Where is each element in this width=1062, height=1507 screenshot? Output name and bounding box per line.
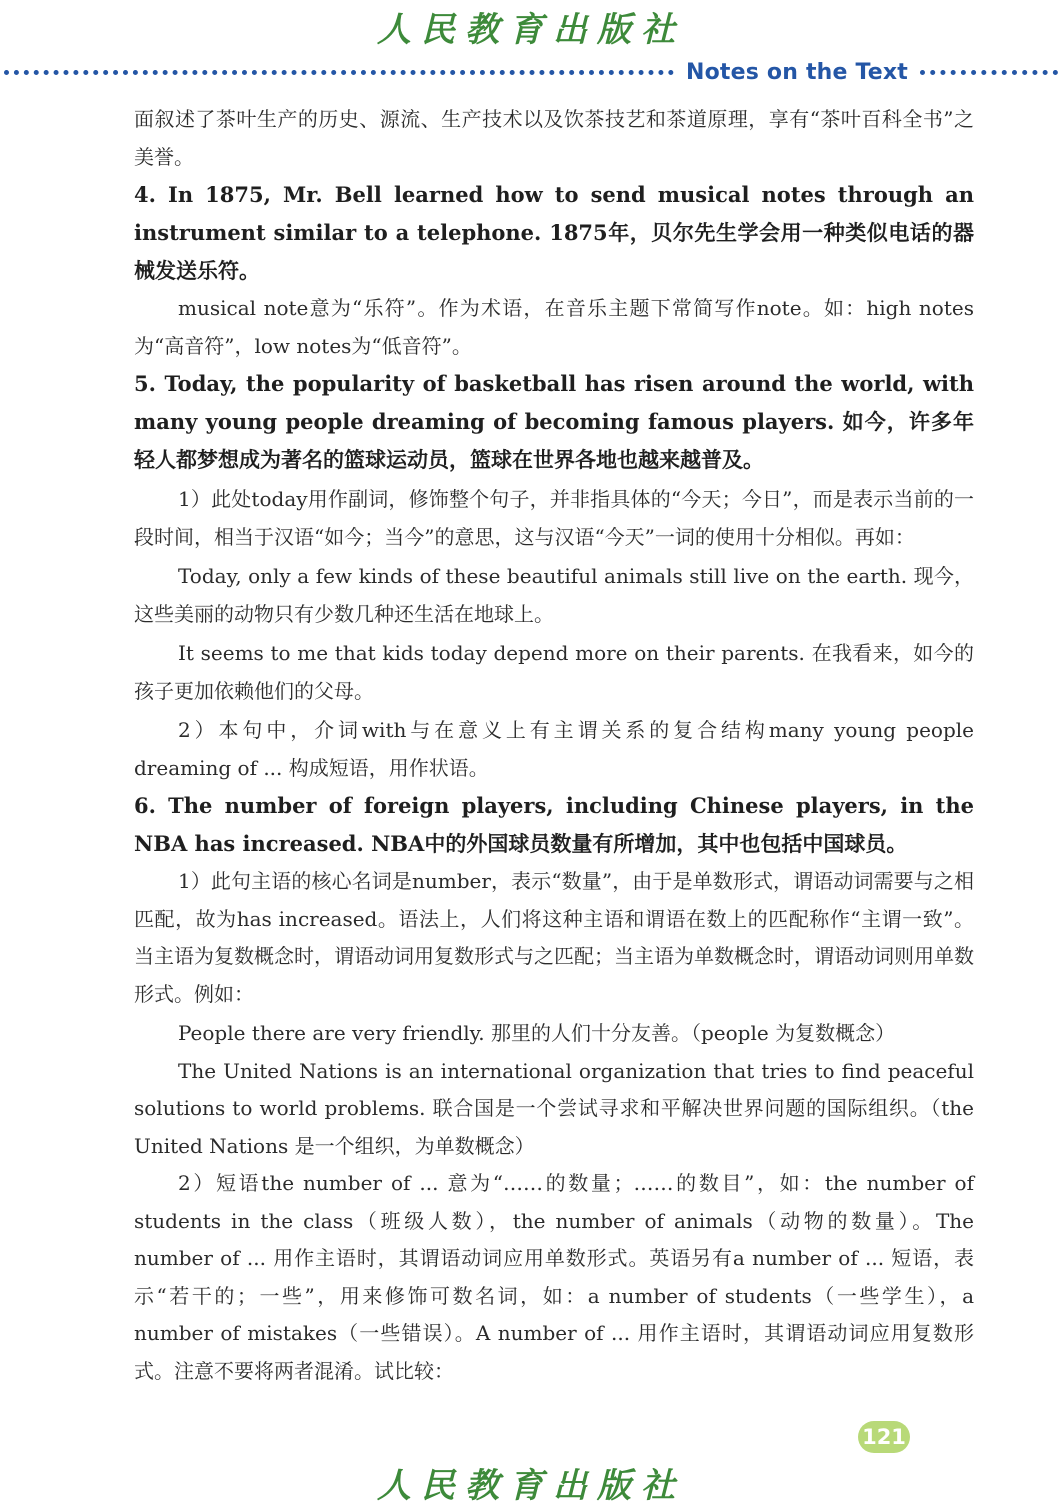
dotted-divider-right	[920, 70, 1058, 75]
page-number-badge: 121	[858, 1421, 910, 1453]
example-sentence-4: The United Nations is an international organization that tries to find peaceful solutions to world problems. 联合国是一个尝试寻求和平解决世界问题的国际组织。（the United Nations 是一个组织，为单数概念）	[134, 1058, 974, 1158]
dotted-divider-left	[4, 70, 674, 75]
section-header	[0, 60, 1062, 84]
section-title: Notes on the Text	[686, 59, 909, 85]
paragraph-note-5-point-1: 1）此处today用作副词，修饰整个句子，并非指具体的“今天；今日”，而是表示当前的一段时间，相当于汉语“如今；当今”的意思，这与汉语“今天”一词的使用十分相似。再如：	[134, 487, 974, 549]
example-sentence-2: It seems to me that kids today depend more on their parents. 在我看来，如今的孩子更加依赖他们的父母。	[134, 641, 974, 703]
paragraph-note-4: musical note意为“乐符”。作为术语，在音乐主题下常简写作note。如：high notes为“高音符”，low notes为“低音符”。	[134, 296, 974, 358]
paragraph-note-6-point-2: 2）短语the number of ... 意为“……的数量；……的数目”，如：the number of students in the class（班级人数），the number of animals（动物的数量）。The number of ... 用作主语时，其谓语动词应用单数形式。英语另有a number of ... 短语，表示“若干的；一些”，用来修饰可数名词，如：a number of students（一些学生），a number of mistakes（一些错误）。A number of ... 用作主语时，其谓语动词应用复数形式。注意不要将两者混淆。试比较：	[134, 1171, 974, 1383]
paragraph-note-6-point-1: 1）此句主语的核心名词是number，表示“数量”，由于是单数形式，谓语动词需要与之相匹配，故为has increased。语法上，人们将这种主语和谓语在数上的匹配称作“主谓一致”。当主语为复数概念时，谓语动词用复数形式与之匹配；当主语为单数概念时，谓语动词则用单数形式。例如：	[134, 869, 974, 1006]
example-sentence-1: Today, only a few kinds of these beautiful animals still live on the earth. 现今，这些美丽的动物只有少数几种还生活在地球上。	[134, 564, 974, 626]
publisher-logo-top: 人民教育出版社	[377, 10, 685, 50]
page-body	[134, 101, 974, 1390]
publisher-logo-bottom: 人民教育出版社	[377, 1466, 685, 1506]
note-heading-4: 4. In 1875, Mr. Bell learned how to send musical notes through an instrument similar to a telephone. 1875年，贝尔先生学会用一种类似电话的器械发送乐符。	[134, 182, 974, 283]
paragraph-continuation: 面叙述了茶叶生产的历史、源流、生产技术以及饮茶技艺和茶道原理，享有“茶叶百科全书”之美誉。	[134, 107, 974, 169]
note-heading-6: 6. The number of foreign players, including Chinese players, in the NBA has increased. NBA中的外国球员数量有所增加，其中也包括中国球员。	[134, 793, 974, 856]
example-sentence-3: People there are very friendly. 那里的人们十分友善。（people 为复数概念）	[178, 1021, 896, 1045]
paragraph-note-5-point-2: 2）本句中，介词with与在意义上有主谓关系的复合结构many young people dreaming of ... 构成短语，用作状语。	[134, 718, 974, 780]
note-heading-5: 5. Today, the popularity of basketball has risen around the world, with many young people dreaming of becoming famous players. 如今，许多年轻人都梦想成为著名的篮球运动员，篮球在世界各地也越来越普及。	[134, 371, 974, 472]
